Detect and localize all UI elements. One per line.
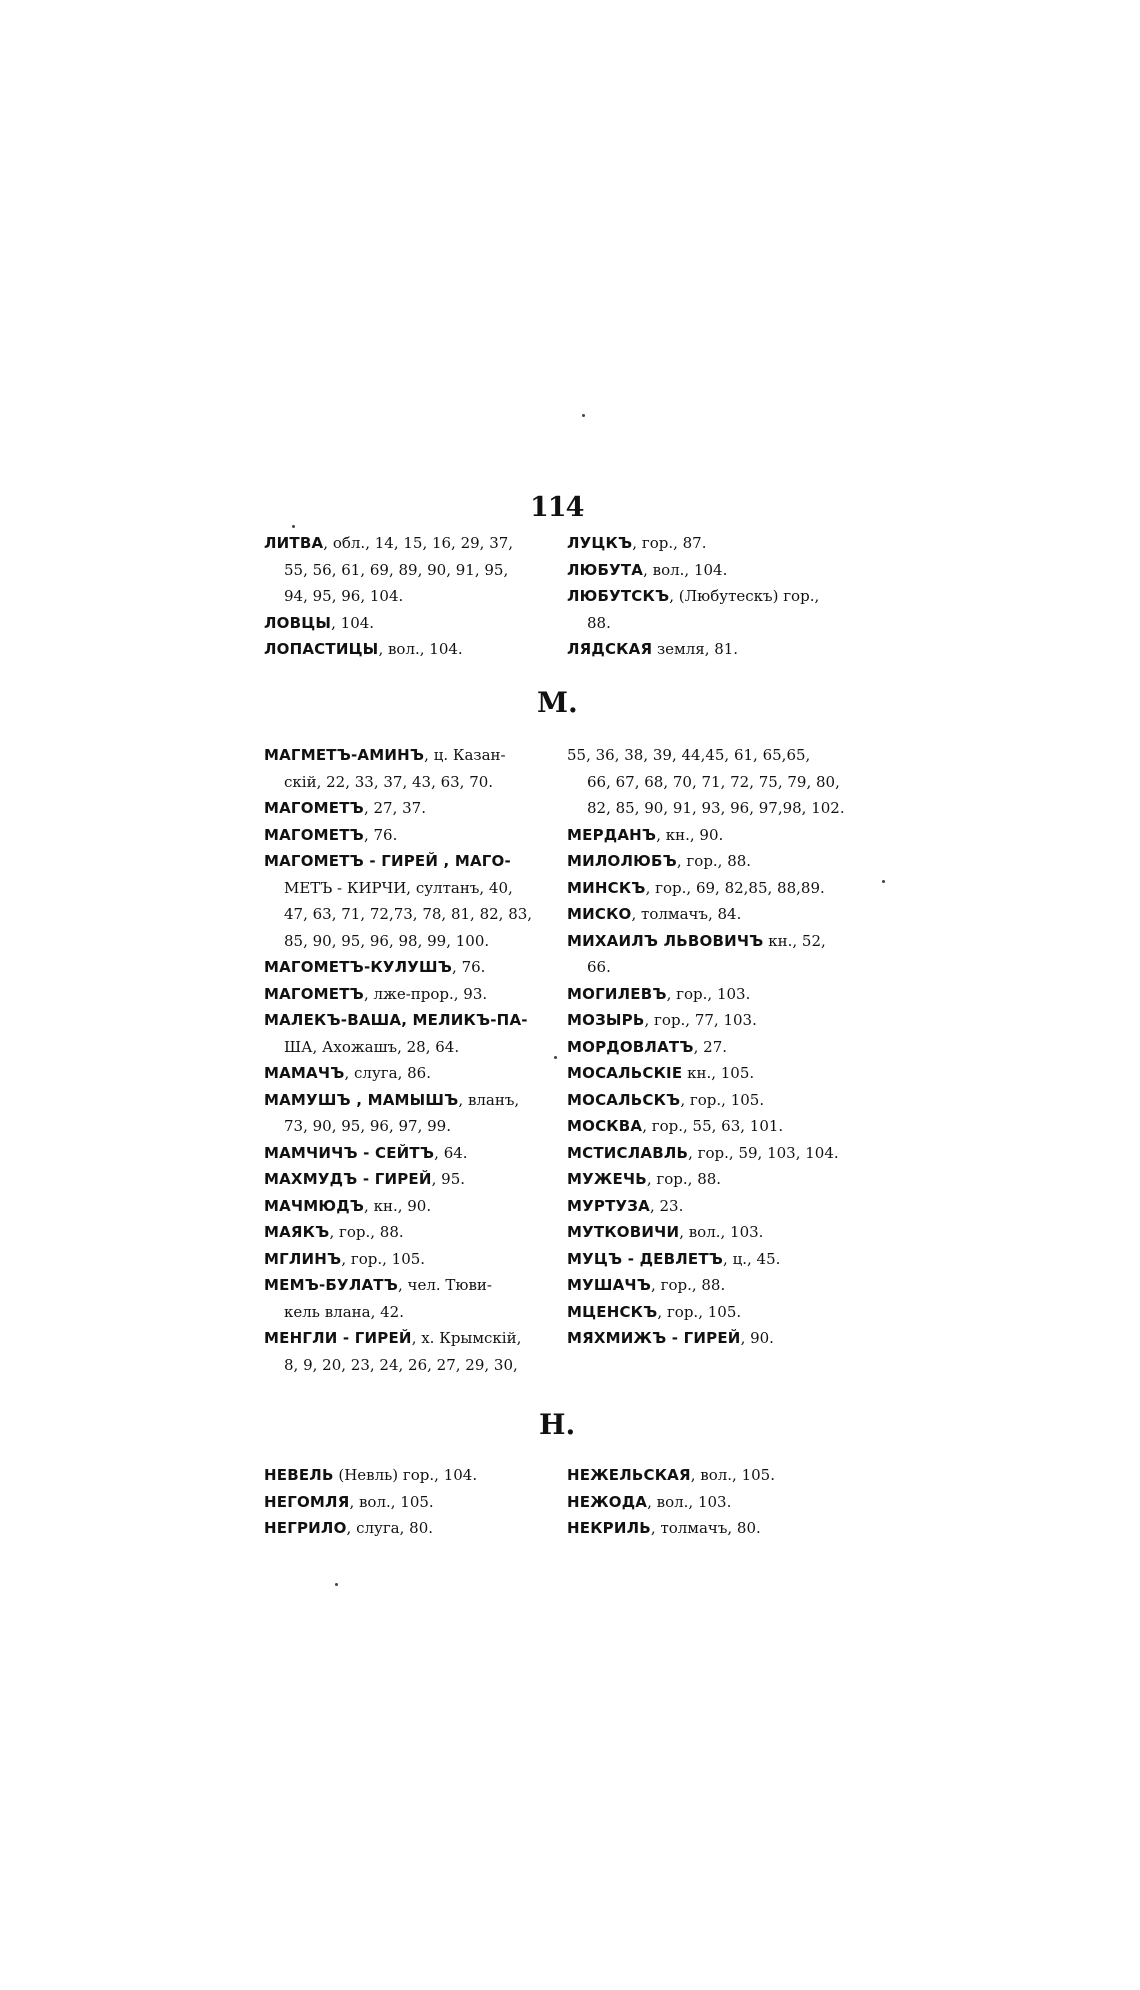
entry-headword: МИНСКЪ [567, 878, 646, 897]
index-entry [567, 1219, 897, 1246]
entry-headword: МСТИСЛАВЛЬ [567, 1143, 689, 1162]
index-entry [567, 1515, 897, 1542]
index-entry [567, 636, 897, 663]
entry-headword: МЕРДАНЪ [567, 825, 657, 844]
entry-details: , гор., 77, 103. [644, 1011, 757, 1029]
entry-continuation: 47, 63, 71, 72,73, 78, 81, 82, 83, [284, 905, 533, 923]
entry-headword: МАМАЧЪ [264, 1064, 345, 1082]
entry-details: (Невль) гор., 104. [333, 1466, 478, 1484]
index-entry [567, 1034, 897, 1061]
index-entry [567, 530, 897, 557]
entry-headword: МАМЧИЧЪ - СЕЙТЪ [264, 1143, 435, 1162]
entry-headword: МОГИЛЕВЪ [567, 984, 667, 1003]
specks [554, 1056, 557, 1059]
entry-headword: МГЛИНЪ [264, 1249, 342, 1268]
index-entry [567, 1272, 897, 1299]
entry-continuation: 73, 90, 95, 96, 97, 99. [284, 1117, 451, 1135]
index-entry [567, 1140, 897, 1167]
entry-details: , 95. [431, 1170, 466, 1188]
index-entry [567, 822, 897, 849]
entry-continuation: 88. [587, 613, 611, 632]
section-heading-m: М. [537, 686, 578, 719]
entry-details: , ц., 45. [723, 1249, 781, 1268]
entry-details: , 27, 37. [363, 799, 426, 817]
entry-headword: МАГОМЕТЪ [264, 799, 364, 817]
index-entry [567, 1166, 897, 1193]
entry-headword: ЛОВЦЫ [264, 613, 332, 632]
entry-headword: ЛИТВА [264, 534, 324, 552]
index-entry [567, 1462, 897, 1489]
specks [292, 525, 295, 528]
entry-headword: НЕЖЕЛЬСКАЯ [567, 1466, 691, 1484]
index-entry [567, 1489, 897, 1516]
entry-details: , гор., 55, 63, 101. [642, 1117, 784, 1135]
entry-details: , 76. [452, 958, 486, 976]
entry-headword: ЛЮБУТСКЪ [567, 587, 670, 605]
index-entry [567, 1007, 897, 1034]
index-entry [567, 1325, 897, 1352]
entry-headword: МАМУШЪ , МАМЫШЪ [264, 1090, 459, 1109]
entry-headword: МАЛЕКЪ-ВАША, МЕЛИКЪ-ПА- [264, 1011, 528, 1029]
entry-headword: МОСКВА [567, 1117, 643, 1135]
index-entry [567, 1113, 897, 1140]
entry-details: , слуга, 80. [346, 1519, 434, 1537]
entry-headword: НЕГРИЛО [264, 1519, 347, 1537]
entry-details: , толмачъ, 80. [650, 1519, 761, 1537]
entry-details: , обл., 14, 15, 16, 29, 37, [323, 534, 514, 552]
entry-details: , слуга, 86. [344, 1064, 431, 1082]
entry-details: , гор., 105. [680, 1090, 765, 1109]
entry-details: , гор., 103. [666, 984, 751, 1003]
entry-headword: МИХАИЛЪ ЛЬВОВИЧЪ [567, 931, 764, 950]
entry-details: , толмачъ, 84. [631, 905, 742, 923]
entry-headword: МУЦЪ - ДЕВЛЕТЪ [567, 1249, 724, 1268]
entry-details: , вол., 105. [349, 1492, 434, 1511]
entry-headword: МЕНГЛИ - ГИРЕЙ [264, 1329, 412, 1347]
entry-details: , лже-прор., 93. [363, 984, 488, 1003]
entry-continuation: 82, 85, 90, 91, 93, 96, 97,98, 102. [587, 799, 845, 817]
entry-continuation: 55, 56, 61, 69, 89, 90, 91, 95, [284, 560, 509, 579]
entry-headword: МАГОМЕТЪ-КУЛУШЪ [264, 958, 453, 976]
entry-details: , гор., 88. [646, 1170, 722, 1188]
entry-headword: НЕКРИЛЬ [567, 1519, 651, 1537]
entry-details: , 76. [363, 825, 398, 844]
page-number: 114 [530, 492, 584, 523]
entry-details: , гор., 88. [651, 1276, 726, 1294]
entry-headword: МЯХМИЖЪ - ГИРЕЙ [567, 1329, 741, 1347]
entry-continuation: 8, 9, 20, 23, 24, 26, 27, 29, 30, [284, 1355, 518, 1374]
entry-details: , гор., 87. [632, 534, 707, 552]
entry-headword: МАЯКЪ [264, 1223, 330, 1241]
index-entry [567, 901, 897, 928]
entry-details: , вол., 104. [378, 640, 463, 658]
entry-headword: МОЗЫРЬ [567, 1011, 645, 1029]
index-entry [567, 981, 897, 1008]
index-entry [567, 742, 897, 822]
entry-headword: МАГОМЕТЪ [264, 825, 364, 844]
entry-details: , чел. Тюви- [398, 1276, 492, 1294]
entry-continuation: ША, Ахожашъ, 28, 64. [284, 1037, 460, 1056]
index-entry [567, 875, 897, 902]
specks [335, 1583, 338, 1586]
entry-details: , 27. [693, 1037, 728, 1056]
entry-details: кн., 105. [682, 1064, 755, 1082]
entry-headword: МЕМЪ-БУЛАТЪ [264, 1276, 399, 1294]
entry-details: , гор., 88. [676, 852, 752, 870]
entry-headword: МАЧМЮДЪ [264, 1196, 365, 1215]
specks [582, 414, 585, 417]
entry-headword: ЛОПАСТИЦЫ [264, 640, 379, 658]
entry-details: , гор., 59, 103, 104. [688, 1143, 839, 1162]
index-entry [567, 928, 897, 981]
entry-details: , ц. Казан- [424, 746, 506, 764]
index-entry [567, 1193, 897, 1220]
n-right-column [567, 1462, 897, 1542]
entry-details: , вол., 103. [647, 1492, 732, 1511]
index-entry [567, 583, 897, 636]
l-right-column [567, 530, 897, 663]
entry-continuation: МЕТЪ - КИРЧИ, султанъ, 40, [284, 878, 513, 897]
entry-details: земля, 81. [652, 640, 739, 658]
index-entry [567, 1060, 897, 1087]
entry-continuation: скій, 22, 33, 37, 43, 63, 70. [284, 772, 494, 791]
entry-headword: МОРДОВЛАТЪ [567, 1037, 694, 1056]
index-entry [567, 848, 897, 875]
entry-headword: НЕГОМЛЯ [264, 1492, 350, 1511]
entry-details: , кн., 90. [656, 825, 724, 844]
entry-headword: МУЖЕЧЬ [567, 1170, 647, 1188]
entry-details: , гор., 69, 82,85, 88,89. [645, 878, 825, 897]
entry-continuation: 66. [587, 958, 611, 976]
entry-continuation: 66, 67, 68, 70, 71, 72, 75, 79, 80, [587, 772, 840, 791]
entry-headword: МАХМУДЪ - ГИРЕЙ [264, 1170, 432, 1188]
index-entry [567, 1299, 897, 1326]
entry-headword: МУШАЧЪ [567, 1276, 652, 1294]
entry-details: , вол., 104. [643, 560, 728, 579]
entry-continuation: кель влана, 42. [284, 1302, 404, 1321]
entry-headword: МУРТУЗА [567, 1196, 650, 1215]
m-right-column [567, 742, 897, 1352]
entry-details: , х. Крымскій, [411, 1329, 522, 1347]
entry-details: , вол., 105. [690, 1466, 775, 1484]
entry-details: кн., 52, [763, 931, 826, 950]
entry-headword: МАГОМЕТЪ - ГИРЕЙ , МАГО- [264, 852, 511, 870]
entry-details: , гор., 105. [341, 1249, 426, 1268]
section-heading-n: Н. [539, 1408, 576, 1441]
entry-details: , (Любутескъ) гор., [669, 587, 820, 605]
entry-details: , 104. [331, 613, 375, 632]
entry-details: , 23. [649, 1196, 684, 1215]
entry-details: , кн., 90. [364, 1196, 432, 1215]
entry-details: , гор., 105. [657, 1302, 742, 1321]
entry-details: , вланъ, [458, 1090, 520, 1109]
index-entry [567, 1246, 897, 1273]
entry-headword: МИСКО [567, 905, 632, 923]
entry-headword: МАГОМЕТЪ [264, 984, 364, 1003]
entry-headword: ЛУЦКЪ [567, 534, 633, 552]
index-entry [567, 557, 897, 584]
entry-headword: МОСАЛЬСКІЕ [567, 1064, 683, 1082]
entry-headword: МАГМЕТЪ-АМИНЪ [264, 746, 425, 764]
entry-headword: НЕЖОДА [567, 1492, 648, 1511]
entry-details: , 64. [434, 1143, 468, 1162]
entry-details: , 90. [740, 1329, 774, 1347]
entry-headword: НЕВЕЛЬ [264, 1466, 334, 1484]
specks [882, 880, 885, 883]
entry-headword: ЛЮБУТА [567, 560, 644, 579]
entry-headword: МОСАЛЬСКЪ [567, 1090, 681, 1109]
entry-headword: МУТКОВИЧИ [567, 1223, 680, 1241]
entry-headword: ЛЯДСКАЯ [567, 640, 653, 658]
entry-continuation: 94, 95, 96, 104. [284, 587, 404, 605]
entry-details: , вол., 103. [679, 1223, 764, 1241]
entry-details: 55, 36, 38, 39, 44,45, 61, 65,65, [567, 746, 811, 764]
entry-headword: МЦЕНСКЪ [567, 1302, 658, 1321]
entry-headword: МИЛОЛЮБЪ [567, 852, 677, 870]
index-entry [567, 1087, 897, 1114]
entry-details: , гор., 88. [329, 1223, 404, 1241]
entry-continuation: 85, 90, 95, 96, 98, 99, 100. [284, 931, 490, 950]
